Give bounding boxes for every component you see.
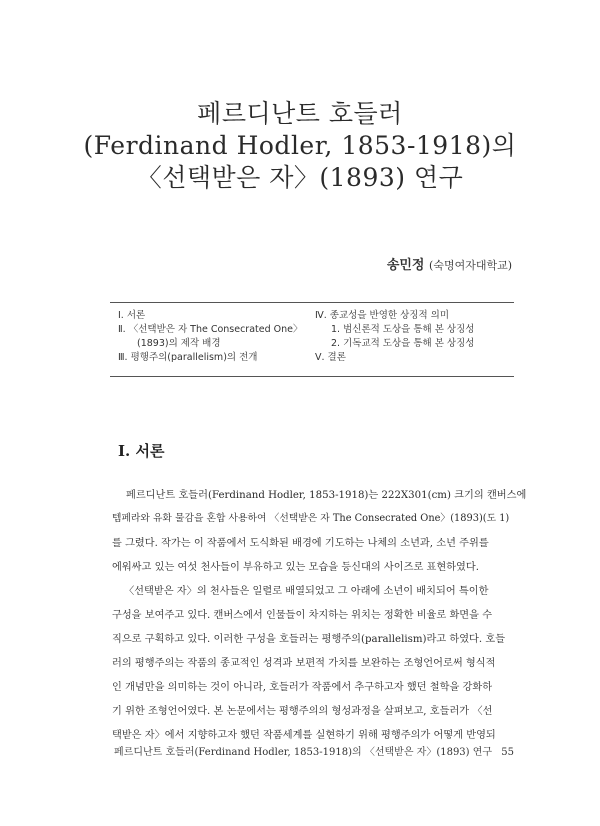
body-line: 를 그렸다. 작가는 이 작품에서 도식화된 배경에 기도하는 나체의 소년과, 소년 주위를: [112, 538, 489, 549]
toc-item: Ⅳ. 종교성을 반영한 상징적 의미: [315, 310, 449, 321]
toc-item: 1. 범신론적 도상을 통해 본 상징성: [331, 324, 475, 335]
toc-item: (1893)의 제작 배경: [137, 338, 221, 349]
body-line: 에워싸고 있는 여섯 천사들이 부유하고 있는 모습을 등신대의 사이즈로 표현하였다.: [112, 562, 479, 573]
paper-title-line-1: 페르디난트 호들러: [197, 99, 403, 128]
body-line: 택받은 자〉에서 지향하고자 했던 작품세계를 실현하기 위해 평행주의가 어떻게 반영되: [112, 730, 496, 741]
running-footer: [114, 743, 514, 758]
toc-item: Ⅴ. 결론: [315, 352, 346, 363]
toc-right-column: [315, 309, 474, 365]
footer-title: 페르디난트 호들러(Ferdinand Hodler, 1853-1918)의 〈선택받은 자〉(1893) 연구: [114, 747, 493, 758]
body-line: 구성을 보여주고 있다. 캔버스에서 인물들이 차지하는 위치는 정확한 비율로 화면을 수: [112, 610, 493, 621]
table-of-contents: [110, 302, 514, 377]
toc-left-column: [118, 309, 303, 365]
author-affiliation: (숙명여자대학교): [429, 259, 512, 272]
body-line: 페르디난트 호들러(Ferdinand Hodler, 1853-1918)는 222X301(cm) 크기의 캔버스에: [126, 490, 527, 501]
author-name: 송민정: [386, 258, 425, 273]
body-line: 러의 평행주의는 작품의 종교적인 성격과 보편적 가치를 보완하는 조형언어로써 형식적: [112, 658, 496, 669]
body-line: 〈선택받은 자〉의 천사들은 일렬로 배열되었고 그 아래에 소년이 배치되어 특이한: [124, 586, 489, 597]
author: [387, 254, 512, 273]
paper-title-line-2: (Ferdinand Hodler, 1853-1918)의: [83, 131, 517, 160]
toc-item: Ⅰ. 서론: [118, 310, 146, 321]
body-line: 템페라와 유화 물감을 혼합 사용하여 〈선택받은 자 The Consecrated One〉(1893)(도 1): [112, 513, 510, 524]
toc-item: Ⅱ. 〈선택받은 자 The Consecrated One〉: [118, 324, 303, 335]
page-number: 55: [501, 747, 514, 758]
body-line: 인 개념만을 의미하는 것이 아니라, 호들러가 작품에서 추구하고자 했던 철학을 강화하: [112, 682, 493, 693]
paper-title-line-3: 〈선택받은 자〉(1893) 연구: [136, 163, 464, 192]
body-line: 기 위한 조형언어였다. 본 논문에서는 평행주의의 형성과정을 살펴보고, 호들러가 〈선: [112, 706, 493, 717]
body-line: 직으로 구획하고 있다. 이러한 구성을 호들러는 평행주의(parallelism)라고 하였다. 호들: [112, 634, 506, 645]
toc-item: 2. 기독교적 도상을 통해 본 상징성: [331, 338, 475, 349]
section-heading: Ⅰ. 서론: [118, 442, 165, 460]
toc-item: Ⅲ. 평행주의(parallelism)의 전개: [118, 352, 258, 363]
